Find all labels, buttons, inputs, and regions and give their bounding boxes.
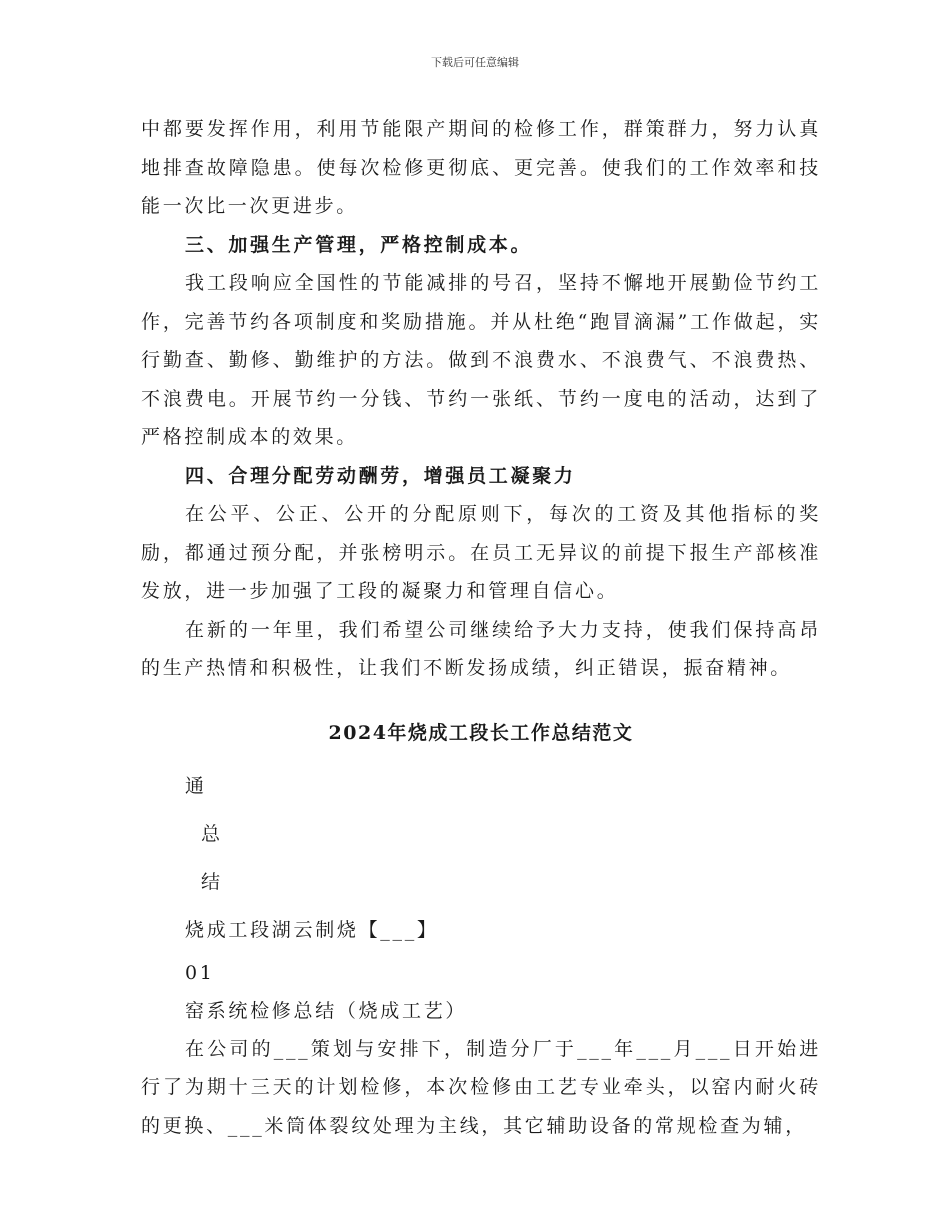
source-line: 烧成工段湖云制烧【___】 [185,918,439,941]
number-line: 01 [185,961,215,984]
section-heading-3: 三、加强生产管理，严格控制成本。 [185,233,533,256]
vertical-char-zong: 总 [201,822,223,845]
page-header: 下载后可任意编辑 [431,56,519,69]
section-heading-4: 四、合理分配劳动酬劳，增强员工凝聚力 [185,464,576,487]
subtitle-line: 窑系统检修总结（烧成工艺） [185,999,468,1022]
paragraph-1: 中都要发挥作用，利用节能限产期间的检修工作，群策群力，努力认真地排查故障隐患。使每次检修更彻底、更完善。使我们的工作效率和技能一次比一次更进步。 [141,118,821,217]
paragraph-3: 在公平、公正、公开的分配原则下，每次的工资及其他指标的奖励，都通过预分配，并张榜明示。在员工无异议的前提下报生产部核准发放，进一步加强了工段的凝聚力和管理自信心。 [141,503,821,602]
vertical-char-tong: 通 [185,774,207,797]
document-body [141,110,821,1145]
paragraph-2: 我工段响应全国性的节能减排的号召，坚持不懈地开展勤俭节约工作，完善节约各项制度和奖励措施。并从杜绝“跑冒滴漏”工作做起，实行勤查、勤修、勤维护的方法。做到不浪费水、不浪费气、不浪费热、不浪费电。开展节约一分钱、节约一张纸、节约一度电的活动，达到了严格控制成本的效果。 [141,272,821,448]
document-title: 2024年烧成工段长工作总结范文 [328,721,634,744]
paragraph-4: 在新的一年里，我们希望公司继续给予大力支持，使我们保持高昂的生产热情和积极性，让我们不断发扬成绩，纠正错误，振奋精神。 [141,618,821,679]
paragraph-last: 在公司的___策划与安排下，制造分厂于___年___月___日开始进行了为期十三天的计划检修，本次检修由工艺专业牵头，以窑内耐火砖的更换、___米筒体裂纹处理为主线，其它辅助设备的常规检查为辅， [141,1037,821,1137]
vertical-char-jie: 结 [201,870,223,893]
